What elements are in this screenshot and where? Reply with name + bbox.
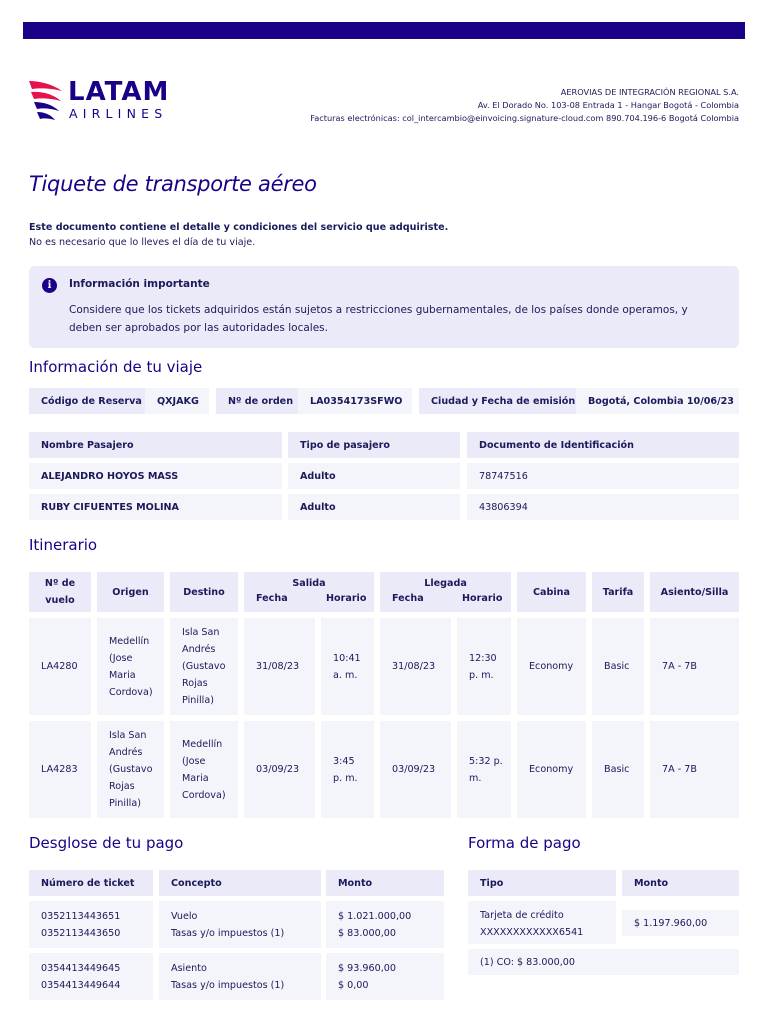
flight-origin: Medellín (Jose Maria Cordova) [97,618,164,715]
emision-value: Bogotá, Colombia 10/06/23 [576,388,739,414]
concept: Tasas y/o impuestos (1) [171,928,285,939]
itinerary-header-llegada [380,572,511,612]
passenger-type: Adulto [288,494,460,520]
method-header-type: Tipo [468,870,616,896]
concept: Tasas y/o impuestos (1) [171,980,285,991]
ticket-number: 0352113443651 [41,911,121,922]
llegada-label: Llegada [424,578,467,589]
reserva-value: QXJAKG [145,388,209,414]
top-bar [23,22,745,39]
ticket-numbers [29,953,153,1000]
flight-destination: Medellín (Jose Maria Cordova) [170,721,238,818]
passenger-doc: 43806394 [467,494,739,520]
itinerary-header-tarifa: Tarifa [592,572,644,612]
payment-header-ticket: Número de ticket [29,870,153,896]
arrival-time: 12:30 p. m. [457,618,511,715]
reserva-label: Código de Reserva [29,388,145,414]
ticket-number: 0354413449645 [41,963,121,974]
method-type-line1: Tarjeta de crédito [480,910,564,921]
concepts [159,901,321,948]
fare: Basic [592,618,644,715]
flight-destination: Isla San Andrés (Gustavo Rojas Pinilla) [170,618,238,715]
llegada-horario-label: Horario [462,593,503,604]
emision-label: Ciudad y Fecha de emisión [419,388,576,414]
cabin: Economy [517,721,586,818]
payment-header-concept: Concepto [159,870,321,896]
passenger-name: RUBY CIFUENTES MOLINA [29,494,282,520]
page-title: Tiquete de transporte aéreo [29,172,317,196]
fare: Basic [592,721,644,818]
itinerary-header-origen: Origen [97,572,164,612]
flight-number: LA4280 [29,618,91,715]
cabin: Economy [517,618,586,715]
info-icon: i [42,278,57,293]
method-amount: $ 1.197.960,00 [622,910,739,936]
flight-origin: Isla San Andrés (Gustavo Rojas Pinilla) [97,721,164,818]
llegada-fecha-label: Fecha [392,593,424,604]
amount: $ 83.000,00 [338,928,396,939]
passenger-type: Adulto [288,463,460,489]
itinerary-header-vuelo: Nº de vuelo [29,572,91,612]
amount: $ 1.021.000,00 [338,911,412,922]
company-info [310,86,739,125]
concepts [159,953,321,1000]
concept: Asiento [171,963,207,974]
notice-body: Considere que los tickets adquiridos están sujetos a restricciones gubernamentales, de los países donde operamos, y deben ser aprobados por las autoridades locales. [69,304,688,334]
salida-fecha-label: Fecha [256,593,288,604]
payment-header-amount: Monto [326,870,444,896]
itinerary-header-destino: Destino [170,572,238,612]
important-notice [29,266,739,348]
method-type [468,901,616,944]
ticket-numbers [29,901,153,948]
itinerary-header-cabina: Cabina [517,572,586,612]
seat: 7A - 7B [650,721,739,818]
orden-label: Nº de orden [216,388,298,414]
arrival-date: 31/08/23 [380,618,451,715]
company-address: Av. El Dorado No. 103-08 Entrada 1 - Hangar Bogotá - Colombia [477,100,739,110]
departure-time: 10:41 a. m. [321,618,374,715]
latam-logo-icon [28,78,64,124]
arrival-date: 03/09/23 [380,721,451,818]
departure-time: 3:45 p. m. [321,721,374,818]
payment-heading: Desglose de tu pago [29,834,184,852]
departure-date: 03/09/23 [244,721,315,818]
arrival-time: 5:32 p. m. [457,721,511,818]
passenger-name: ALEJANDRO HOYOS MASS [29,463,282,489]
concept: Vuelo [171,911,198,922]
itinerary-header-asiento: Asiento/Silla [650,572,739,612]
passenger-doc: 78747516 [467,463,739,489]
intro-text [29,220,448,250]
brand-sub: AIRLINES [69,106,168,121]
amounts [326,953,444,1000]
passenger-header-type: Tipo de pasajero [288,432,460,458]
method-header-amount: Monto [622,870,739,896]
method-heading: Forma de pago [468,834,581,852]
amount: $ 0,00 [338,980,369,991]
method-type-line2: XXXXXXXXXXXX6541 [480,927,584,938]
flight-number: LA4283 [29,721,91,818]
passenger-header-name: Nombre Pasajero [29,432,282,458]
salida-horario-label: Horario [326,593,367,604]
orden-value: LA0354173SFWO [298,388,412,414]
latam-logo [28,76,188,124]
ticket-number: 0352113443650 [41,928,121,939]
company-invoices: Facturas electrónicas: col_intercambio@einvoicing.signature-cloud.com 890.704.196-6 Bogotá Colombia [310,113,739,123]
ticket-number: 0354413449644 [41,980,121,991]
departure-date: 31/08/23 [244,618,315,715]
seat: 7A - 7B [650,618,739,715]
tax-footnote: (1) CO: $ 83.000,00 [468,949,739,975]
trip-heading: Información de tu viaje [29,358,203,376]
amount: $ 93.960,00 [338,963,396,974]
brand-name: LATAM [68,77,170,107]
intro-bold: Este documento contiene el detalle y condiciones del servicio que adquiriste. [29,222,449,233]
notice-title: Información importante [69,278,210,290]
company-name: AEROVIAS DE INTEGRACIÓN REGIONAL S.A. [560,87,739,97]
intro-note: No es necesario que lo lleves el día de tu viaje. [29,237,256,248]
passenger-header-doc: Documento de Identificación [467,432,739,458]
itinerary-header-salida [244,572,374,612]
amounts [326,901,444,948]
itinerary-heading: Itinerario [29,536,98,554]
salida-label: Salida [292,578,326,589]
